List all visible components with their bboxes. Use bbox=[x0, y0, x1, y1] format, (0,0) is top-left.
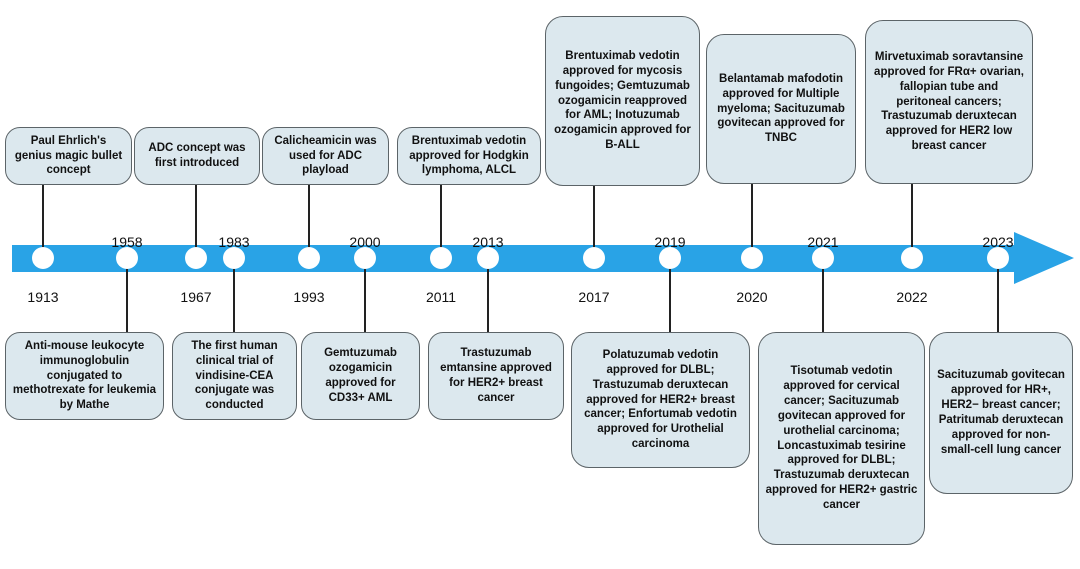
timeline-dot bbox=[430, 247, 452, 269]
year-label: 1983 bbox=[218, 234, 250, 250]
event-text: Belantamab mafodotin approved for Multiple myeloma; Sacituzumab govitecan approved for TNBC bbox=[717, 72, 845, 145]
event-connector bbox=[669, 258, 671, 332]
year-label: 2022 bbox=[896, 289, 928, 305]
event-box bbox=[262, 127, 389, 185]
event-box bbox=[5, 127, 132, 185]
event-connector bbox=[364, 258, 366, 332]
event-box bbox=[5, 332, 164, 420]
event-text: Gemtuzumab ozogamicin approved for CD33+ AML bbox=[324, 347, 397, 404]
timeline-dot bbox=[354, 247, 376, 269]
timeline-dot bbox=[298, 247, 320, 269]
year-label: 1967 bbox=[180, 289, 212, 305]
timeline-dot bbox=[32, 247, 54, 269]
event-box bbox=[301, 332, 420, 420]
timeline-dot bbox=[741, 247, 763, 269]
year-label: 2000 bbox=[349, 234, 381, 250]
year-label: 2011 bbox=[425, 289, 457, 305]
event-text: Mirvetuximab soravtansine approved for FRα+ ovarian, fallopian tube and peritoneal cancers; Trastuzumab deruxtecan approved for HER2 low breast cancer bbox=[874, 50, 1024, 153]
timeline-dot bbox=[477, 247, 499, 269]
event-text: Polatuzumab vedotin approved for DLBL; Trastuzumab deruxtecan approved for HER2+ breast cancer; Enfortumab vedotin approved for Urothelial carcinoma bbox=[584, 348, 737, 451]
timeline-dot bbox=[223, 247, 245, 269]
event-text: Brentuximab vedotin approved for Hodgkin lymphoma, ALCL bbox=[409, 134, 529, 177]
event-text: ADC concept was first introduced bbox=[148, 142, 246, 169]
event-text: Brentuximab vedotin approved for mycosis fungoides; Gemtuzumab ozogamicin reapproved for AML; Inotuzumab ozogamicin approved for B-ALL bbox=[554, 49, 691, 152]
timeline-dot bbox=[185, 247, 207, 269]
event-box bbox=[545, 16, 700, 186]
event-connector bbox=[126, 258, 128, 332]
timeline-dot bbox=[583, 247, 605, 269]
timeline-dot bbox=[659, 247, 681, 269]
event-text: The first human clinical trial of vindisine-CEA conjugate was conducted bbox=[191, 339, 278, 412]
event-connector bbox=[997, 258, 999, 332]
event-text: Calicheamicin was used for ADC playload bbox=[274, 134, 377, 177]
year-label: 2013 bbox=[472, 234, 504, 250]
event-connector bbox=[487, 258, 489, 332]
year-label: 2019 bbox=[654, 234, 686, 250]
event-text: Tisotumab vedotin approved for cervical cancer; Sacituzumab govitecan approved for urothelial carcinoma; Loncastuximab tesirine approved for DLBL; Trastuzumab deruxtecan approved for HER2+ gastric cancer bbox=[765, 364, 918, 512]
year-label: 2017 bbox=[578, 289, 610, 305]
timeline-dot bbox=[901, 247, 923, 269]
event-text: Paul Ehrlich's genius magic bullet concept bbox=[14, 134, 123, 177]
event-connector bbox=[233, 258, 235, 332]
event-text: Anti-mouse leukocyte immunoglobulin conjugated to methotrexate for leukemia by Mathe bbox=[12, 339, 157, 412]
event-box bbox=[571, 332, 750, 468]
event-text: Trastuzumab emtansine approved for HER2+ breast cancer bbox=[440, 347, 552, 404]
event-box bbox=[929, 332, 1073, 494]
event-box bbox=[758, 332, 925, 545]
event-box bbox=[428, 332, 564, 420]
event-box bbox=[134, 127, 260, 185]
year-label: 1993 bbox=[293, 289, 325, 305]
timeline-dot bbox=[812, 247, 834, 269]
timeline-dot bbox=[116, 247, 138, 269]
year-label: 2020 bbox=[736, 289, 768, 305]
year-label: 1958 bbox=[111, 234, 143, 250]
event-box bbox=[706, 34, 856, 184]
year-label: 2023 bbox=[982, 234, 1014, 250]
event-box bbox=[397, 127, 541, 185]
event-connector bbox=[822, 258, 824, 332]
year-label: 2021 bbox=[807, 234, 839, 250]
event-box bbox=[865, 20, 1033, 184]
year-label: 1913 bbox=[27, 289, 59, 305]
timeline-dot bbox=[987, 247, 1009, 269]
event-text: Sacituzumab govitecan approved for HR+, HER2− breast cancer; Patritumab deruxtecan approved for non-small-cell lung cancer bbox=[937, 369, 1065, 456]
event-box bbox=[172, 332, 297, 420]
